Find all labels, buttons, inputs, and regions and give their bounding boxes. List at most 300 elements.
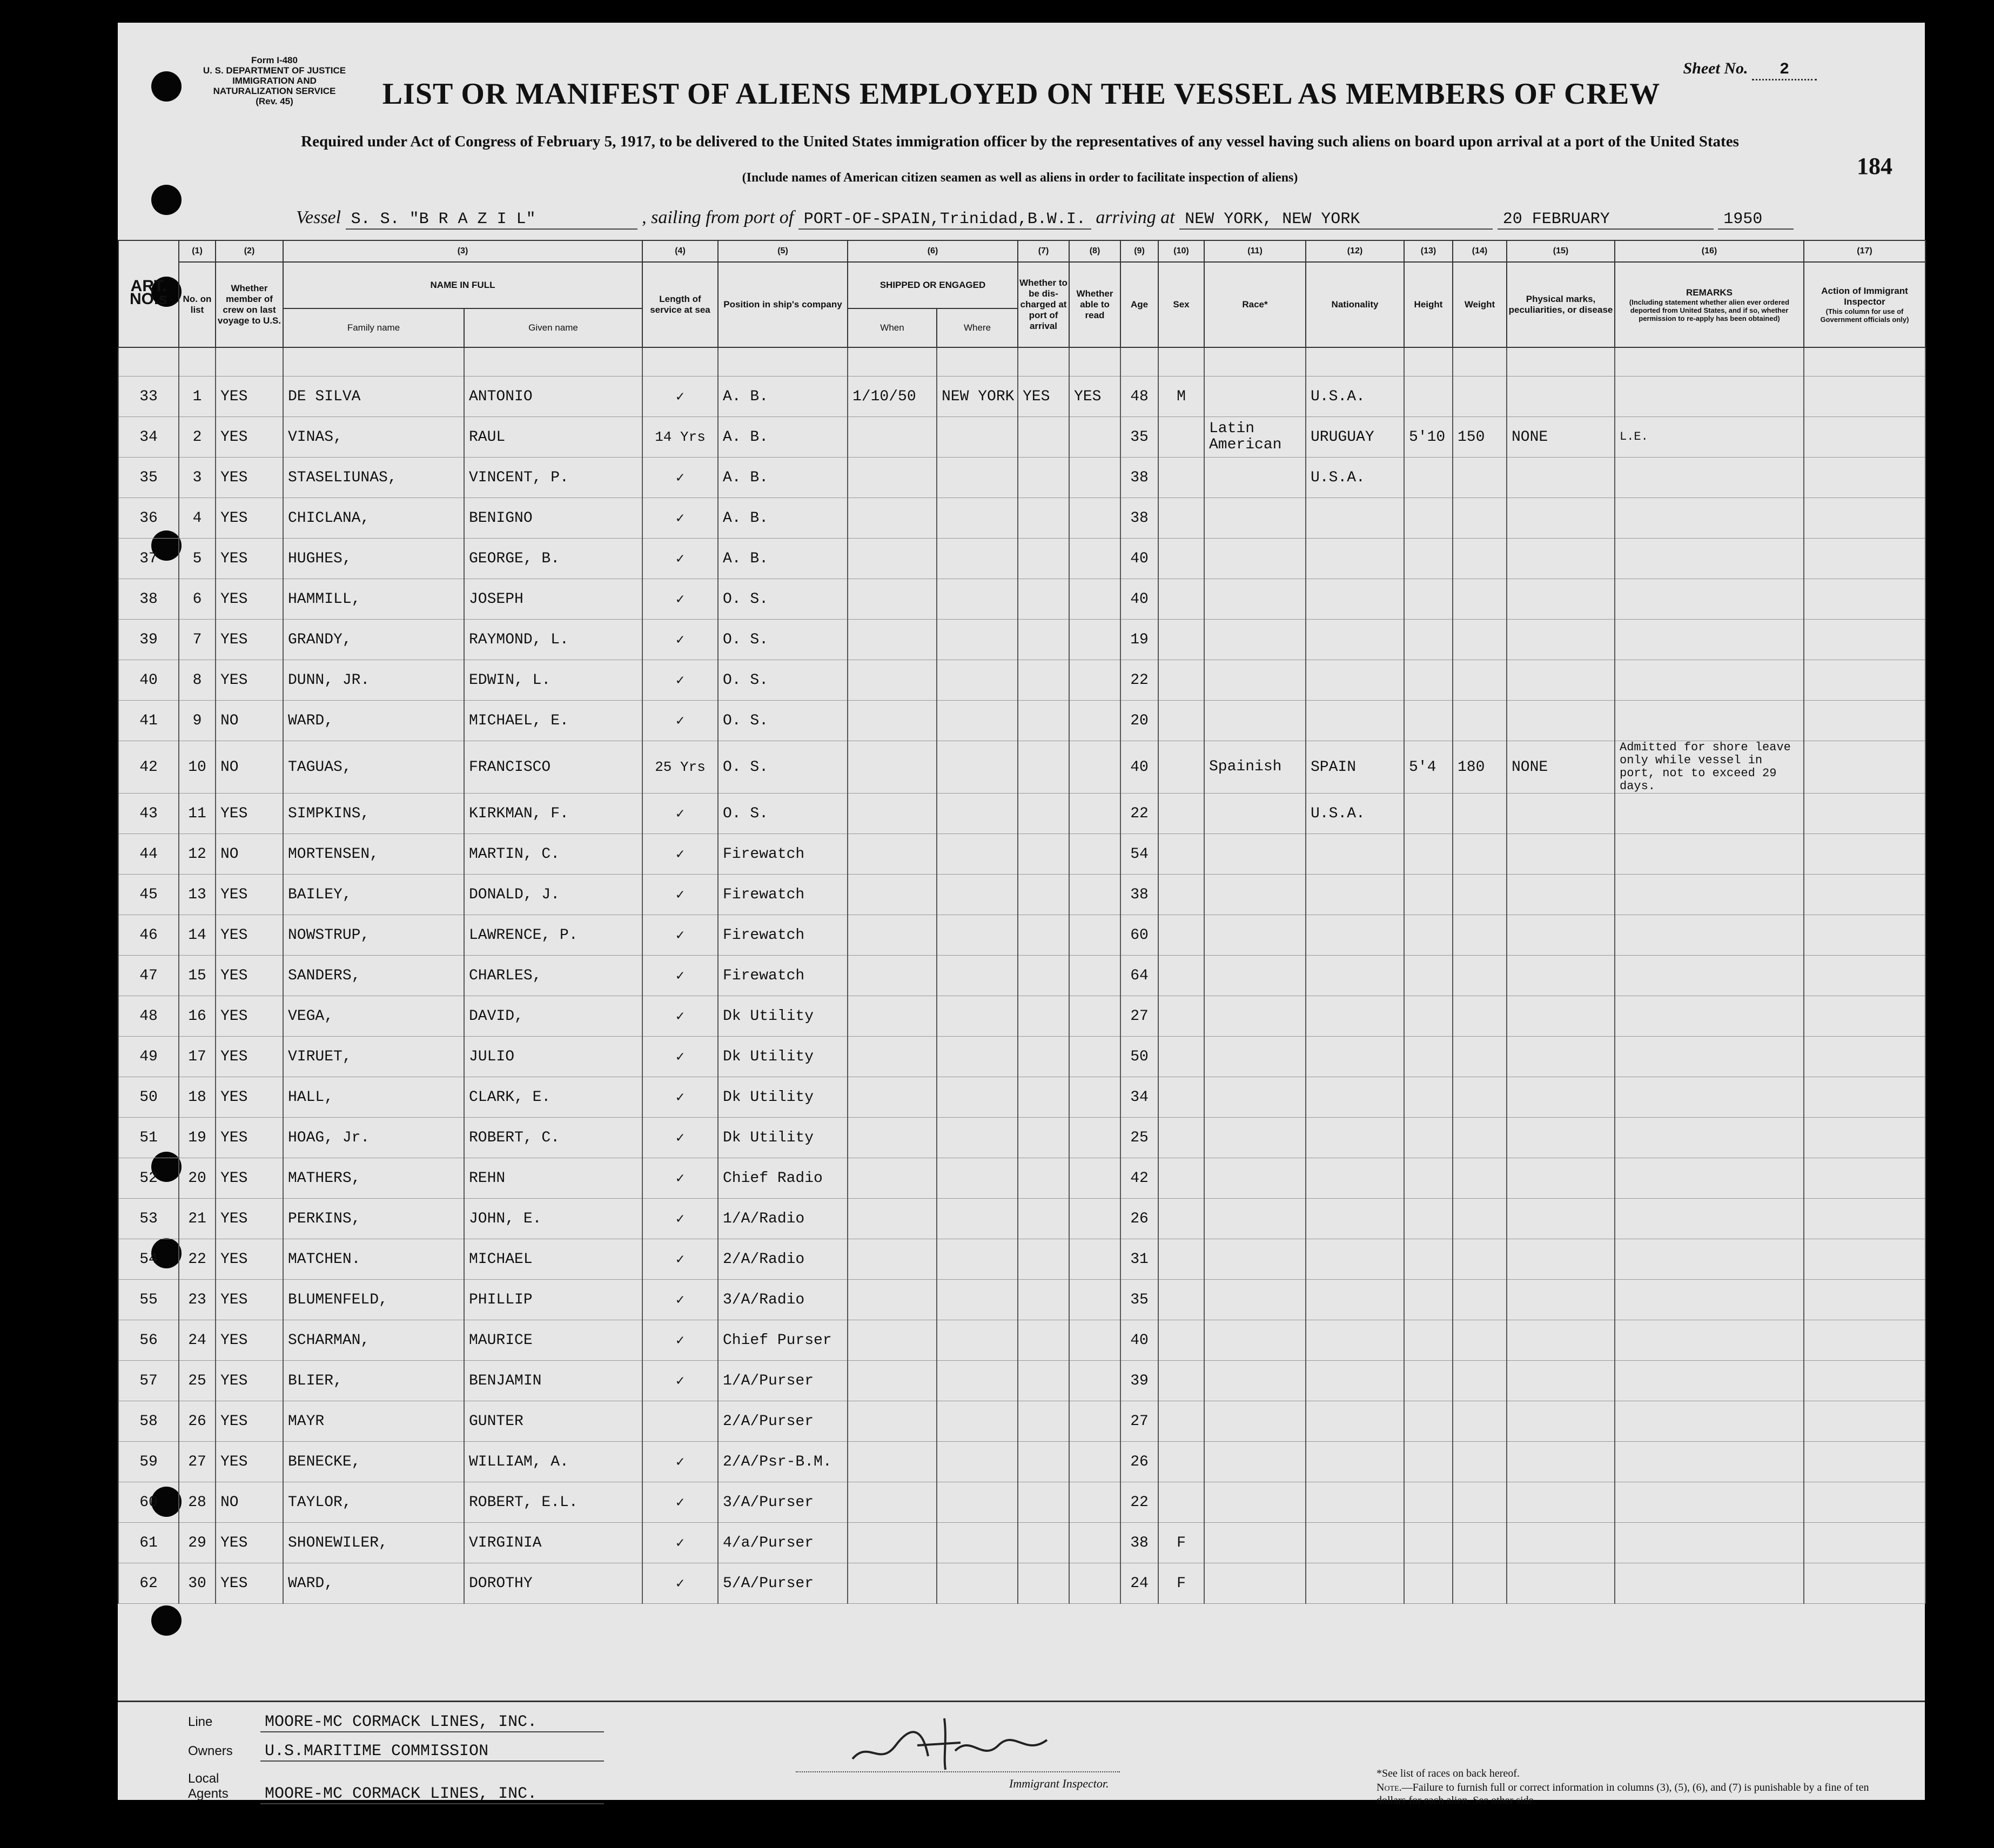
cell-height: [1404, 1199, 1453, 1239]
cell-remarks: [1615, 834, 1804, 875]
cell-discharged: [1018, 579, 1069, 620]
cell-given-name: BENJAMIN: [464, 1361, 642, 1401]
cell-list-number: 11: [179, 794, 216, 834]
cell-age: 35: [1120, 417, 1158, 458]
cell-length-of-service: ✓: [642, 1037, 718, 1077]
cell-family-name: HUGHES,: [283, 539, 464, 579]
cell-able-to-read: [1069, 794, 1120, 834]
cell-able-to-read: [1069, 458, 1120, 498]
table-header: [118, 240, 1925, 347]
cell-weight: 180: [1453, 741, 1507, 794]
cell-race: [1204, 996, 1306, 1037]
cell-position: 2/A/Psr-B.M.: [718, 1442, 848, 1482]
cell-physical-marks: [1507, 834, 1615, 875]
cell-last-voyage: YES: [216, 1401, 283, 1442]
cell-weight: [1453, 458, 1507, 498]
cell-family-name: MATHERS,: [283, 1158, 464, 1199]
cell-art-number: 57: [118, 1361, 179, 1401]
cell-list-number: 10: [179, 741, 216, 794]
header-when: When: [848, 308, 937, 347]
table-row: [118, 1118, 1925, 1158]
cell-given-name: RAYMOND, L.: [464, 620, 642, 660]
cell-family-name: PERKINS,: [283, 1199, 464, 1239]
cell-physical-marks: [1507, 660, 1615, 701]
cell-able-to-read: [1069, 1239, 1120, 1280]
table-row: [118, 1199, 1925, 1239]
cell-race: [1204, 701, 1306, 741]
cell-weight: 150: [1453, 417, 1507, 458]
cell-discharged: [1018, 996, 1069, 1037]
cell-inspector-action: [1804, 1563, 1925, 1604]
cell-physical-marks: [1507, 620, 1615, 660]
header-nationality: Nationality: [1306, 262, 1404, 347]
cell-age: 26: [1120, 1199, 1158, 1239]
cell-sex: [1158, 1118, 1204, 1158]
cell-discharged: [1018, 620, 1069, 660]
cell-nationality: [1306, 1158, 1404, 1199]
cell-nationality: U.S.A.: [1306, 377, 1404, 417]
cell-nationality: [1306, 620, 1404, 660]
cell-family-name: VINAS,: [283, 417, 464, 458]
cell-weight: [1453, 1077, 1507, 1118]
cell-position: A. B.: [718, 377, 848, 417]
cell-sex: [1158, 1401, 1204, 1442]
cell-race: Spainish: [1204, 741, 1306, 794]
table-row: [118, 1280, 1925, 1320]
cell-age: 27: [1120, 1401, 1158, 1442]
cell-weight: [1453, 1401, 1507, 1442]
cell-length-of-service: ✓: [642, 701, 718, 741]
cell-shipped-where: [937, 539, 1018, 579]
cell-physical-marks: [1507, 1037, 1615, 1077]
cell-age: 40: [1120, 579, 1158, 620]
cell-physical-marks: [1507, 996, 1615, 1037]
cell-length-of-service: ✓: [642, 1361, 718, 1401]
cell-family-name: HALL,: [283, 1077, 464, 1118]
cell-last-voyage: YES: [216, 458, 283, 498]
cell-race: [1204, 1077, 1306, 1118]
cell-race: [1204, 1320, 1306, 1361]
cell-nationality: [1306, 660, 1404, 701]
cell-length-of-service: ✓: [642, 1199, 718, 1239]
cell-discharged: [1018, 1037, 1069, 1077]
cell-discharged: [1018, 1239, 1069, 1280]
cell-inspector-action: [1804, 1523, 1925, 1563]
table-row: [118, 1158, 1925, 1199]
cell-shipped-where: [937, 996, 1018, 1037]
cell-position: Firewatch: [718, 956, 848, 996]
cell-sex: [1158, 498, 1204, 539]
header-physical-marks: Physical marks, peculiarities, or disease: [1507, 262, 1615, 347]
table-row: [118, 377, 1925, 417]
table-spacer-row: [118, 347, 1925, 377]
cell-art-number: 50: [118, 1077, 179, 1118]
cell-able-to-read: [1069, 1118, 1120, 1158]
fine-note: [1377, 1781, 1890, 1807]
cell-list-number: 21: [179, 1199, 216, 1239]
cell-physical-marks: [1507, 377, 1615, 417]
cell-height: [1404, 458, 1453, 498]
cell-position: 1/A/Purser: [718, 1361, 848, 1401]
cell-shipped-when: [848, 1523, 937, 1563]
cell-family-name: SHONEWILER,: [283, 1523, 464, 1563]
cell-family-name: GRANDY,: [283, 620, 464, 660]
requirement-text: Required under Act of Congress of February 5, 1917, to be delivered to the United States immigration officer by the representatives of any vessel having such aliens on board upon arrival at a port of the United States: [301, 133, 1739, 150]
cell-height: [1404, 377, 1453, 417]
cell-art-number: 55: [118, 1280, 179, 1320]
cell-given-name: MICHAEL: [464, 1239, 642, 1280]
cell-given-name: JOSEPH: [464, 579, 642, 620]
cell-art-number: 59: [118, 1442, 179, 1482]
cell-inspector-action: [1804, 660, 1925, 701]
header-able-read: Whether able to read: [1069, 262, 1120, 347]
cell-given-name: GEORGE, B.: [464, 539, 642, 579]
cell-nationality: [1306, 1280, 1404, 1320]
owners-value: U.S.MARITIME COMMISSION: [260, 1742, 604, 1762]
cell-nationality: [1306, 1523, 1404, 1563]
cell-shipped-when: [848, 915, 937, 956]
cell-remarks: [1615, 915, 1804, 956]
cell-sex: [1158, 834, 1204, 875]
cell-height: [1404, 1563, 1453, 1604]
cell-given-name: JOHN, E.: [464, 1199, 642, 1239]
cell-given-name: REHN: [464, 1158, 642, 1199]
cell-family-name: HAMMILL,: [283, 579, 464, 620]
note-text: —Failure to furnish full or correct information in columns (3), (5), (6), and (7) is punishable by a fine of ten dollars for each alien. See other side.: [1377, 1782, 1869, 1806]
cell-remarks: [1615, 539, 1804, 579]
cell-remarks: [1615, 1401, 1804, 1442]
cell-race: [1204, 1442, 1306, 1482]
cell-remarks: [1615, 701, 1804, 741]
cell-remarks: [1615, 1280, 1804, 1320]
cell-last-voyage: YES: [216, 1239, 283, 1280]
cell-art-number: 54: [118, 1239, 179, 1280]
cell-discharged: [1018, 660, 1069, 701]
cell-weight: [1453, 794, 1507, 834]
cell-shipped-when: [848, 1442, 937, 1482]
arrival-date: 20 FEBRUARY: [1498, 210, 1714, 230]
header-num: (2): [216, 240, 283, 262]
cell-family-name: SIMPKINS,: [283, 794, 464, 834]
cell-age: 20: [1120, 701, 1158, 741]
line-label: Line: [188, 1715, 213, 1729]
header-num: (15): [1507, 240, 1615, 262]
cell-given-name: RAUL: [464, 417, 642, 458]
cell-age: 31: [1120, 1239, 1158, 1280]
cell-remarks: [1615, 620, 1804, 660]
cell-inspector-action: [1804, 417, 1925, 458]
cell-remarks: Admitted for shore leave only while vessel in port, not to exceed 29 days.: [1615, 741, 1804, 794]
table-row: [118, 1523, 1925, 1563]
cell-race: [1204, 1280, 1306, 1320]
cell-length-of-service: ✓: [642, 996, 718, 1037]
cell-art-number: 58: [118, 1401, 179, 1442]
header-num: (12): [1306, 240, 1404, 262]
cell-able-to-read: [1069, 1037, 1120, 1077]
cell-physical-marks: [1507, 1523, 1615, 1563]
cell-given-name: DONALD, J.: [464, 875, 642, 915]
cell-position: O. S.: [718, 701, 848, 741]
cell-sex: [1158, 1482, 1204, 1523]
cell-race: [1204, 660, 1306, 701]
cell-race: [1204, 956, 1306, 996]
cell-family-name: SCHARMAN,: [283, 1320, 464, 1361]
cell-art-number: 47: [118, 956, 179, 996]
table-row: [118, 1401, 1925, 1442]
header-num: (7): [1018, 240, 1069, 262]
cell-able-to-read: [1069, 875, 1120, 915]
cell-remarks: [1615, 1523, 1804, 1563]
cell-art-number: 39: [118, 620, 179, 660]
cell-list-number: 9: [179, 701, 216, 741]
cell-last-voyage: YES: [216, 875, 283, 915]
cell-family-name: VEGA,: [283, 996, 464, 1037]
cell-art-number: 56: [118, 1320, 179, 1361]
cell-inspector-action: [1804, 498, 1925, 539]
cell-race: [1204, 1239, 1306, 1280]
cell-discharged: [1018, 1118, 1069, 1158]
cell-shipped-where: [937, 794, 1018, 834]
owners-label: Owners: [188, 1744, 233, 1758]
cell-sex: F: [1158, 1563, 1204, 1604]
cell-inspector-action: [1804, 579, 1925, 620]
cell-height: [1404, 1118, 1453, 1158]
cell-shipped-where: [937, 1401, 1018, 1442]
cell-age: 19: [1120, 620, 1158, 660]
cell-length-of-service: 25 Yrs: [642, 741, 718, 794]
cell-discharged: [1018, 498, 1069, 539]
cell-length-of-service: ✓: [642, 377, 718, 417]
cell-age: 25: [1120, 1118, 1158, 1158]
cell-last-voyage: YES: [216, 498, 283, 539]
cell-given-name: LAWRENCE, P.: [464, 915, 642, 956]
cell-nationality: [1306, 1442, 1404, 1482]
cell-sex: [1158, 1158, 1204, 1199]
cell-shipped-where: [937, 1158, 1018, 1199]
cell-list-number: 2: [179, 417, 216, 458]
cell-remarks: [1615, 1118, 1804, 1158]
cell-able-to-read: [1069, 539, 1120, 579]
cell-discharged: [1018, 1442, 1069, 1482]
cell-length-of-service: ✓: [642, 498, 718, 539]
cell-discharged: [1018, 1401, 1069, 1442]
cell-list-number: 24: [179, 1320, 216, 1361]
cell-last-voyage: YES: [216, 915, 283, 956]
cell-race: [1204, 620, 1306, 660]
cell-physical-marks: [1507, 915, 1615, 956]
cell-art-number: 48: [118, 996, 179, 1037]
form-number: Form I-480: [251, 55, 298, 65]
cell-physical-marks: [1507, 1077, 1615, 1118]
cell-shipped-when: [848, 1239, 937, 1280]
cell-physical-marks: [1507, 1401, 1615, 1442]
cell-list-number: 3: [179, 458, 216, 498]
cell-discharged: [1018, 1563, 1069, 1604]
cell-race: [1204, 579, 1306, 620]
cell-able-to-read: [1069, 1482, 1120, 1523]
cell-shipped-where: [937, 498, 1018, 539]
cell-sex: [1158, 741, 1204, 794]
cell-shipped-where: [937, 1077, 1018, 1118]
header-discharged: Whether to be dis- charged at port of arrival: [1018, 262, 1069, 347]
cell-race: [1204, 377, 1306, 417]
table-row: [118, 1239, 1925, 1280]
cell-discharged: YES: [1018, 377, 1069, 417]
cell-given-name: EDWIN, L.: [464, 660, 642, 701]
cell-age: 24: [1120, 1563, 1158, 1604]
cell-race: [1204, 458, 1306, 498]
cell-list-number: 4: [179, 498, 216, 539]
cell-family-name: BLUMENFELD,: [283, 1280, 464, 1320]
cell-nationality: [1306, 956, 1404, 996]
cell-given-name: CHARLES,: [464, 956, 642, 996]
cell-physical-marks: [1507, 875, 1615, 915]
cell-list-number: 23: [179, 1280, 216, 1320]
cell-last-voyage: NO: [216, 834, 283, 875]
cell-length-of-service: ✓: [642, 875, 718, 915]
cell-able-to-read: [1069, 1401, 1120, 1442]
header-length-service: Length of service at sea: [642, 262, 718, 347]
cell-height: 5'10: [1404, 417, 1453, 458]
cell-age: 40: [1120, 1320, 1158, 1361]
cell-height: [1404, 498, 1453, 539]
cell-last-voyage: YES: [216, 1077, 283, 1118]
cell-able-to-read: [1069, 834, 1120, 875]
cell-weight: [1453, 956, 1507, 996]
cell-able-to-read: [1069, 1361, 1120, 1401]
cell-remarks: [1615, 1563, 1804, 1604]
cell-discharged: [1018, 1482, 1069, 1523]
cell-height: [1404, 1239, 1453, 1280]
cell-list-number: 15: [179, 956, 216, 996]
cell-discharged: [1018, 701, 1069, 741]
cell-inspector-action: [1804, 875, 1925, 915]
cell-physical-marks: [1507, 794, 1615, 834]
cell-family-name: WARD,: [283, 1563, 464, 1604]
cell-physical-marks: [1507, 1199, 1615, 1239]
cell-remarks: [1615, 1482, 1804, 1523]
cell-length-of-service: ✓: [642, 1482, 718, 1523]
cell-inspector-action: [1804, 1280, 1925, 1320]
cell-last-voyage: YES: [216, 1118, 283, 1158]
cell-last-voyage: NO: [216, 741, 283, 794]
cell-race: [1204, 915, 1306, 956]
cell-age: 42: [1120, 1158, 1158, 1199]
cell-length-of-service: ✓: [642, 1077, 718, 1118]
table-row: [118, 701, 1925, 741]
cell-height: [1404, 794, 1453, 834]
cell-nationality: U.S.A.: [1306, 794, 1404, 834]
cell-race: [1204, 1037, 1306, 1077]
cell-sex: [1158, 1077, 1204, 1118]
header-num: (17): [1804, 240, 1925, 262]
cell-inspector-action: [1804, 741, 1925, 794]
cell-nationality: [1306, 1199, 1404, 1239]
cell-able-to-read: [1069, 417, 1120, 458]
cell-able-to-read: [1069, 915, 1120, 956]
cell-race: [1204, 834, 1306, 875]
table-body: [118, 347, 1925, 1604]
cell-race: [1204, 1482, 1306, 1523]
cell-last-voyage: YES: [216, 579, 283, 620]
cell-age: 50: [1120, 1037, 1158, 1077]
cell-last-voyage: NO: [216, 701, 283, 741]
cell-sex: [1158, 1320, 1204, 1361]
cell-family-name: DUNN, JR.: [283, 660, 464, 701]
cell-art-number: 51: [118, 1118, 179, 1158]
cell-family-name: HOAG, Jr.: [283, 1118, 464, 1158]
cell-given-name: VINCENT, P.: [464, 458, 642, 498]
vessel-label: Vessel: [296, 207, 341, 227]
arriving-label: arriving at: [1096, 207, 1175, 227]
cell-sex: [1158, 1239, 1204, 1280]
cell-height: [1404, 1401, 1453, 1442]
cell-remarks: [1615, 956, 1804, 996]
cell-shipped-when: [848, 1077, 937, 1118]
cell-last-voyage: YES: [216, 794, 283, 834]
cell-shipped-where: [937, 1037, 1018, 1077]
cell-remarks: [1615, 1077, 1804, 1118]
cell-shipped-when: [848, 539, 937, 579]
cell-able-to-read: [1069, 579, 1120, 620]
cell-length-of-service: ✓: [642, 794, 718, 834]
cell-discharged: [1018, 1361, 1069, 1401]
cell-physical-marks: [1507, 956, 1615, 996]
cell-length-of-service: ✓: [642, 1563, 718, 1604]
cell-race: [1204, 875, 1306, 915]
cell-given-name: BENIGNO: [464, 498, 642, 539]
cell-art-number: 40: [118, 660, 179, 701]
cell-remarks: [1615, 1037, 1804, 1077]
cell-age: 34: [1120, 1077, 1158, 1118]
cell-height: [1404, 1077, 1453, 1118]
header-num: (3): [283, 240, 642, 262]
cell-physical-marks: [1507, 1158, 1615, 1199]
cell-age: 26: [1120, 1442, 1158, 1482]
cell-shipped-when: [848, 1361, 937, 1401]
cell-age: 54: [1120, 834, 1158, 875]
cell-age: 22: [1120, 660, 1158, 701]
cell-family-name: MORTENSEN,: [283, 834, 464, 875]
cell-shipped-where: [937, 1563, 1018, 1604]
include-note: (Include names of American citizen seamen as well as aliens in order to facilitate inspection of aliens): [742, 171, 1298, 185]
cell-nationality: [1306, 498, 1404, 539]
table-row: [118, 834, 1925, 875]
cell-position: A. B.: [718, 498, 848, 539]
sailing-port: PORT-OF-SPAIN,Trinidad,B.W.I.: [798, 210, 1091, 230]
cell-age: 40: [1120, 741, 1158, 794]
cell-list-number: 30: [179, 1563, 216, 1604]
header-where: Where: [937, 308, 1018, 347]
cell-sex: M: [1158, 377, 1204, 417]
cell-discharged: [1018, 1523, 1069, 1563]
cell-shipped-when: [848, 794, 937, 834]
header-shipped-engaged: SHIPPED OR ENGAGED: [848, 262, 1018, 308]
cell-list-number: 26: [179, 1401, 216, 1442]
cell-physical-marks: [1507, 701, 1615, 741]
cell-age: 38: [1120, 875, 1158, 915]
cell-height: [1404, 701, 1453, 741]
cell-shipped-when: [848, 620, 937, 660]
cell-list-number: 17: [179, 1037, 216, 1077]
cell-weight: [1453, 1280, 1507, 1320]
cell-height: [1404, 660, 1453, 701]
cell-position: Dk Utility: [718, 1077, 848, 1118]
cell-able-to-read: [1069, 1199, 1120, 1239]
cell-weight: [1453, 1199, 1507, 1239]
inspector-label: Immigrant Inspector.: [1009, 1777, 1109, 1790]
cell-list-number: 18: [179, 1077, 216, 1118]
